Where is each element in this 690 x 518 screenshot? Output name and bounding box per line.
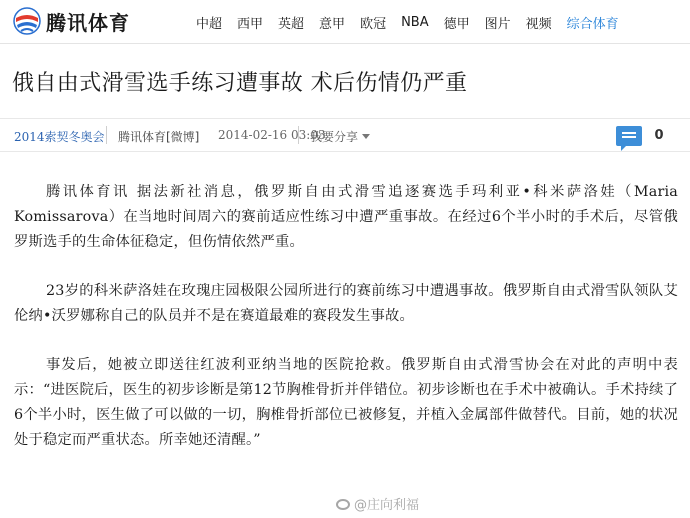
source-link[interactable]: 腾讯体育[微博]	[118, 130, 200, 144]
meta-divider	[298, 126, 299, 144]
publish-date: 2014-02-16 03:03	[218, 128, 326, 142]
nav-item-photos[interactable]: 图片	[484, 16, 511, 32]
top-navigation-bar	[0, 0, 690, 44]
weibo-watermark	[336, 494, 419, 513]
article-title: 俄自由式滑雪选手练习遭事故 术后伤情仍严重	[12, 71, 468, 96]
nav-item-la-liga[interactable]: 西甲	[237, 16, 264, 32]
nav-item-serie-a[interactable]: 意甲	[319, 16, 346, 32]
nav-item-bundesliga[interactable]: 德甲	[443, 16, 470, 32]
main-nav	[196, 0, 634, 44]
tencent-sports-logo-icon	[12, 6, 42, 36]
nav-item-videos[interactable]: 视频	[525, 16, 552, 32]
article-paragraph: 事发后，她被立即送往红波利亚纳当地的医院抢救。俄罗斯自由式滑雪协会在对此的声明中表示：“进医院后，医生的初步诊断是第12节胸椎骨折并伴错位。初步诊断也在手术中被确认。手术持续了6个半小时，医生做了可以做的一切，胸椎骨折部位已被修复，并植入金属部件做替代。目前，她的状况处于稳定而严重状态。所幸她还清醒。”	[14, 357, 678, 448]
comment-icon[interactable]	[616, 126, 642, 146]
nav-item-premier-league[interactable]: 英超	[278, 16, 305, 32]
nav-item-nba[interactable]: NBA	[401, 14, 429, 30]
site-logo[interactable]	[12, 6, 130, 36]
article-body	[14, 180, 678, 477]
share-label: 我要分享	[310, 130, 359, 144]
nav-item-general-sports[interactable]: 综合体育	[566, 16, 619, 32]
nav-item-champions-league[interactable]: 欧冠	[360, 16, 387, 32]
logo-text: 腾讯体育	[46, 10, 130, 35]
article-paragraph: 腾讯体育讯 据法新社消息，俄罗斯自由式滑雪追逐赛选手玛利亚•科米萨洛娃（Maria Komissarova）在当地时间周六的赛前适应性练习中遭严重事故。在经过6个半小时的手术后，尽管俄罗斯选手的生命体征稳定，但伤情依然严重。	[14, 184, 678, 250]
meta-divider	[106, 126, 107, 144]
watermark-text: @庄向利福	[354, 498, 420, 513]
topic-tag-link[interactable]: 2014索契冬奥会	[14, 130, 105, 144]
chevron-down-icon	[362, 134, 370, 139]
share-button[interactable]	[310, 128, 370, 145]
article-paragraph: 23岁的科米萨洛娃在玫瑰庄园极限公园所进行的赛前练习中遭遇事故。俄罗斯自由式滑雪队领队艾伦纳•沃罗娜称自己的队员并不是在赛道最难的赛段发生事故。	[14, 283, 678, 324]
article-meta-bar	[0, 118, 690, 152]
nav-item-csl[interactable]: 中超	[196, 16, 223, 32]
comment-count[interactable]: 0	[654, 128, 664, 143]
weibo-icon	[336, 499, 350, 510]
